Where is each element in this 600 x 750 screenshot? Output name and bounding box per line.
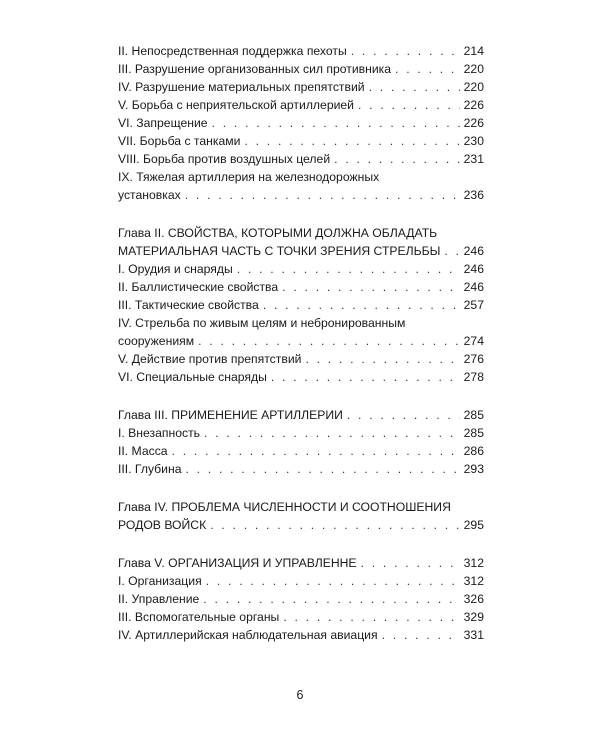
toc-section-5 (118, 554, 484, 644)
toc-entry: I. Орудия и снаряды . . . 246 (118, 260, 484, 278)
chapter-entry: Глава III. ПРИМЕНЕНИЕ АРТИЛЛЕРИИ . . . 285 (118, 406, 484, 424)
toc-entry: II. Непосредственная поддержка пехоты . . . 214 (118, 42, 484, 60)
page-number: 6 (296, 688, 304, 702)
chapter-entry: МАТЕРИАЛЬНАЯ ЧАСТЬ С ТОЧКИ ЗРЕНИЯ СТРЕЛЬБЫ . . . 246 (118, 242, 484, 260)
toc-entry: II. Баллистические свойства . . . 246 (118, 278, 484, 296)
chapter-entry: Глава V. ОРГАНИЗАЦИЯ И УПРАВЛЕННЕ . . . 312 (118, 554, 484, 572)
toc-entry-first-line: IV. Стрельба по живым целям и небронированным (118, 316, 406, 330)
toc-section-4 (118, 498, 484, 534)
toc-section-1 (118, 42, 484, 204)
toc-entry: сооружениям . . . 274 (118, 332, 484, 350)
table-of-contents (118, 42, 484, 644)
toc-entry-first-line: IX. Тяжелая артиллерия на железнодорожных (118, 170, 380, 184)
toc-entry: III. Тактические свойства . . . 257 (118, 296, 484, 314)
toc-entry: III. Разрушение организованных сил противника . . . 220 (118, 60, 484, 78)
toc-entry: IV. Разрушение материальных препятствий . . . 220 (118, 78, 484, 96)
toc-entry: установках . . . 236 (118, 186, 484, 204)
toc-entry: V. Борьба с неприятельской артиллерией . . . 226 (118, 96, 484, 114)
toc-entry: I. Организация . . . 312 (118, 572, 484, 590)
toc-section-3 (118, 406, 484, 478)
toc-entry: II. Управление . . . 326 (118, 590, 484, 608)
toc-entry: VI. Запрещение . . . 226 (118, 114, 484, 132)
toc-entry: V. Действие против препятствий . . . 276 (118, 350, 484, 368)
toc-entry: II. Масса . . . 286 (118, 442, 484, 460)
toc-entry: III. Вспомогательные органы . . . 329 (118, 608, 484, 626)
toc-section-2 (118, 224, 484, 386)
toc-entry: IV. Артиллерийская наблюдательная авиация . . . 331 (118, 626, 484, 644)
toc-entry: I. Внезапность . . . 285 (118, 424, 484, 442)
toc-entry: VI. Специальные снаряды . . . 278 (118, 368, 484, 386)
chapter-title-first-line: Глава II. СВОЙСТВА, КОТОРЫМИ ДОЛЖНА ОБЛАДАТЬ (118, 226, 438, 240)
toc-entry: VIII. Борьба против воздушных целей . . . 231 (118, 150, 484, 168)
toc-entry: VII. Борьба с танками . . . 230 (118, 132, 484, 150)
chapter-entry: РОДОВ ВОЙСК . . . 295 (118, 516, 484, 534)
chapter-title-first-line: Глава IV. ПРОБЛЕМА ЧИСЛЕННОСТИ И СООТНОШЕНИЯ (118, 500, 451, 514)
toc-entry: III. Глубина . . . 293 (118, 460, 484, 478)
